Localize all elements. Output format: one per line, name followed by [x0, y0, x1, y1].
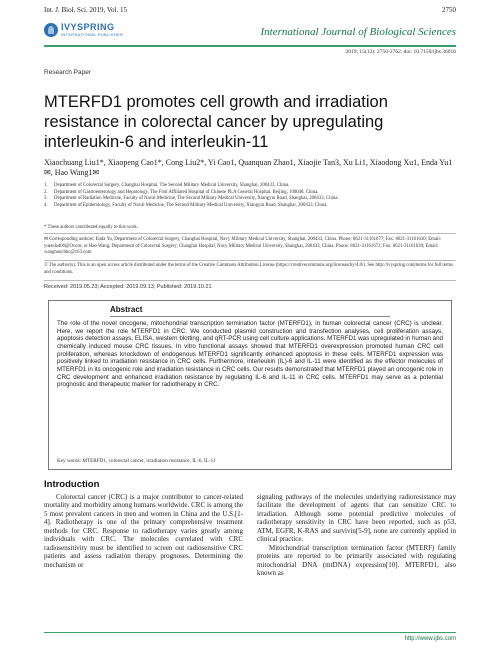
affiliations	[44, 183, 460, 209]
abstract-text: The role of the novel oncogene, mitochondrial transcription termination factor (MTERFD1), in human colorectal cancer (CRC) is unclear. Here, we report the role MTERFD1 in CRC. We conducted plasmid construction and transfection analyses, cell proliferation assays, apoptosis detection assays, ELISA, western blotting, and qRT-PCR using cell culture applications. MTERFD1 was upregulated in human and chemically induced mouse CRC tissues. In vitro functional assays showed that MTERFD1 overexpression promoted human CRC cell proliferation, whereas knockdown of endogenous MTERFD1 significantly enhanced apoptosis in these cells. MTERFD1 expression was positively linked to irradiation resistance in CRC cells. Furthermore, interleukin (IL)-6 and IL-11 were identified as the effector molecules of MTERFD1 in its oncogenic role and irradiation resistance in CRC cells. Our results demonstrated that MTERFD1 played an oncogenic role in CRC development and enhanced irradiation resistance by regulating IL-6 and IL-11 in CRC cells. MTERFD1 may serve as a potential prognostic and therapeutic marker for radiotherapy in CRC.	[57, 320, 443, 389]
abstract-heading: Abstract	[110, 305, 143, 314]
article-type: Research Paper	[44, 69, 91, 76]
equal-contribution-note: * These authors contributed equally to this work.	[44, 225, 138, 230]
keywords-label: Key words:	[57, 458, 82, 464]
publisher-subtitle: INTERNATIONAL PUBLISHER	[61, 32, 124, 37]
header-divider	[44, 45, 456, 47]
footer-link[interactable]: http://www.ijbs.com	[404, 636, 456, 642]
affiliation-item: 3. Department of Radiation Medicine, Faculty of Naval Medicine, The Second Military Medical University, Xiangyin Road, Shanghai, 200433, China.	[44, 196, 339, 202]
keywords	[57, 458, 443, 464]
body-paragraph: Colorectal cancer (CRC) is a major contributor to cancer-related mortality and morbidity among humans worldwide. CRC is among the 5 most prevalent cancers in men and women in China and the U.S.[1-4]. Radiotherapy is one of the primary comprehensive treatment methods for CRC. Response to radiotherapy varies greatly among individuals with CRC. The molecules correlated with CRC radiosensitivity must be identified to screen out radiosensitive CRC patients and assess radiation therapy prognoses. Determining the mechanism or	[44, 493, 243, 569]
author-list: Xiaochuang Liu1*, Xiaopeng Cao1*, Cong Liu2*, Yi Cao1, Quanquan Zhao1, Xiaojie Tan3, Xu Li1, Xiaodong Xu1, Enda Yu1✉, Hao Wang1✉	[44, 158, 453, 177]
body-column-left	[44, 493, 243, 569]
running-head	[44, 6, 456, 14]
body-paragraph: Mitochondrial transcription termination factor (MTERF) family proteins are reported to be primarily associated with regulating mitochondrial DNA (mtDNA) expression[10]. MTERFD1, also known as	[257, 543, 456, 578]
journal-name: International Journal of Biological Sciences	[260, 26, 456, 38]
publisher-name: IVYSPRING	[61, 22, 115, 32]
article-title: MTERFD1 promotes cell growth and irradiation resistance in colorectal cancer by upregulating interleukin-6 and interleukin-11	[44, 93, 388, 151]
section-divider	[44, 233, 456, 234]
license-statement: © The author(s). This is an open access article distributed under the terms of the Creative Commons Attribution License (https://creativecommons.org/licenses/by/4.0/). See http://ivyspring.com/terms for full terms and conditions.	[44, 263, 454, 275]
doi-line[interactable]: 2019; 15(12): 2750-2762. doi: 10.7150/ijbs.36016	[345, 49, 456, 55]
journal-header	[44, 22, 456, 52]
affiliation-item: 4. Department of Epidemiology, Faculty of Naval Medicine, The Second Military Medical University, Xiangyin Road, Shanghai, 200433, China.	[44, 202, 328, 208]
keywords-list: MTERFD1, colorectal cancer, irradiation resistance, IL-6, IL-11	[82, 458, 216, 464]
body-paragraph: signaling pathways of the molecules underlying radioresistance may facilitate the development of agents that can sensitize CRC to irradiation. Although some potential predictive molecules of radiotherapy sensitivity in CRC have been reported, such as p53, ATM, EGFR, K-RAS and survivin[5-9], none are currently applied in clinical practice.	[257, 493, 456, 544]
corresponding-authors: ✉ Corresponding authors: Enda Yu, Department of Colorectal Surgery, Changhai Hospital, Navy Military Medical University, Shanghai, 200433, China. Phone: 8621-31161677; Fax: 8621-31161630; Email: yuenda406@Ocom; or Hao Wang, Department of Colorectal Surgery, Changhai Hospital, Navy Military Medical University, Shanghai, 200433, China. Phone: 8621-31161672; Fax: 8621-31161630; Email: wanghaochhc@163.com	[44, 237, 441, 256]
affiliation-item: 1. Department of Colorectal Surgery, Changhai Hospital, The Second Military Medical University, Shanghai, 200433, China.	[44, 183, 290, 188]
affiliation-item: 2. Department of Gastroenterology and Hepatology, The First Affiliated Hospital of Chinese PLA General Hospital, Beijing, 100048, China.	[44, 189, 319, 195]
running-head-citation: Int. J. Biol. Sci. 2019, Vol. 15	[44, 6, 127, 14]
section-divider	[44, 280, 456, 281]
body-column-right	[257, 493, 456, 578]
page-number: 2750	[442, 6, 456, 14]
section-divider	[44, 260, 456, 261]
abstract-divider	[110, 316, 390, 317]
publication-dates: Received: 2019.05.23; Accepted: 2019.09.13; Published: 2019.10.21	[44, 284, 212, 290]
publisher-logo[interactable]	[44, 22, 123, 37]
ivyspring-logo-icon	[44, 23, 58, 37]
footer-divider	[44, 632, 456, 633]
introduction-heading: Introduction	[44, 479, 100, 490]
